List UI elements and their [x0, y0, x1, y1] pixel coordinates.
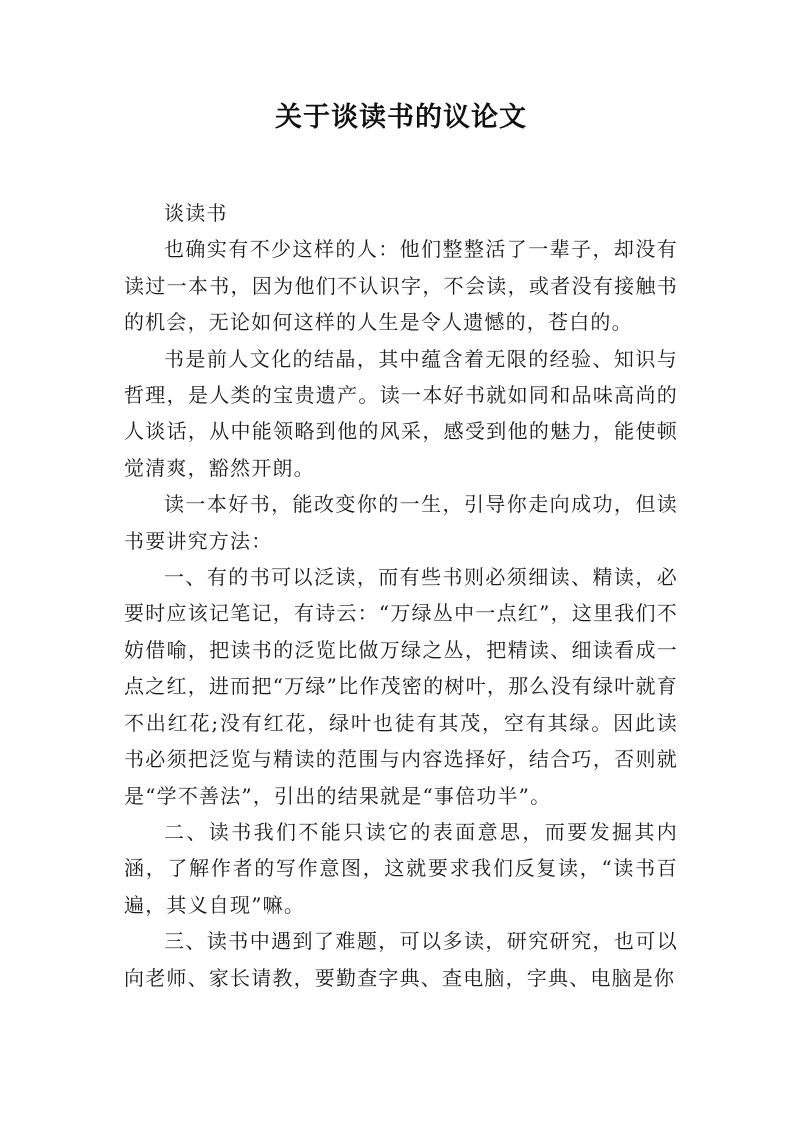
- paragraph: 书是前人文化的结晶，其中蕴含着无限的经验、知识与哲理，是人类的宝贵遗产。读一本好书就如同和品味高尚的人谈话，从中能领略到他的风采，感受到他的魅力，能使顿觉清爽，豁然开朗。: [124, 346, 678, 480]
- paragraph: 二、读书我们不能只读它的表面意思，而要发掘其内涵，了解作者的写作意图，这就要求我们反复读，“读书百遍，其义自现”嘛。: [124, 819, 678, 917]
- paragraph: 一、有的书可以泛读，而有些书则必须细读、精读，必要时应该记笔记，有诗云：“万绿丛中一点红”，这里我们不妨借喻，把读书的泛览比做万绿之丛，把精读、细读看成一点之红，进而把“万绿”比作茂密的树叶，那么没有绿叶就育不出红花;没有红花，绿叶也徒有其茂，空有其绿。因此读书必须把泛览与精读的范围与内容选择好，结合巧，否则就是“学不善法”，引出的结果就是“事倍功半”。: [124, 565, 678, 808]
- paragraph: 也确实有不少这样的人：他们整整活了一辈子，却没有读过一本书，因为他们不认识字，不会读，或者没有接触书的机会，无论如何这样的人生是令人遗憾的，苍白的。: [124, 237, 678, 335]
- paragraph: 三、读书中遇到了难题，可以多读，研究研究，也可以向老师、家长请教，要勤查字典、查电脑，字典、电脑是你: [124, 929, 678, 990]
- paragraph: 读一本好书，能改变你的一生，引导你走向成功，但读书要讲究方法：: [124, 492, 678, 553]
- document-body: [124, 195, 678, 996]
- document-title: 关于谈读书的议论文: [275, 102, 527, 133]
- section-heading: 谈读书: [164, 201, 228, 225]
